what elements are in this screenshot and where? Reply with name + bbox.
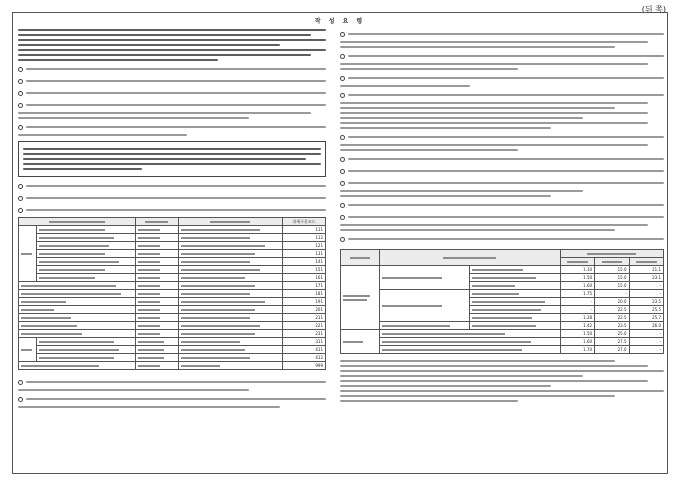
section-4 xyxy=(18,101,326,109)
table-row: - 22.5 25.5 xyxy=(341,306,664,314)
section-2 xyxy=(18,77,326,85)
circled-number xyxy=(340,32,345,37)
section-15 xyxy=(340,133,664,141)
rate-table xyxy=(340,249,664,354)
circled-number xyxy=(340,93,345,98)
section-6 xyxy=(18,182,326,190)
circled-number xyxy=(18,103,23,108)
tax-code-header: 과세구분코드 xyxy=(283,218,326,226)
table-row: 231 xyxy=(19,330,326,338)
circled-number xyxy=(18,184,23,189)
section-17 xyxy=(340,167,664,175)
intro-paragraph xyxy=(18,29,326,61)
circled-number xyxy=(18,79,23,84)
continuation-label: (뒤 쪽) xyxy=(641,5,666,14)
circled-number xyxy=(340,135,345,140)
table-row: 1.60 27.5 - xyxy=(341,338,664,346)
section-7 xyxy=(18,194,326,202)
table-row: 1.42 23.5 26.0 xyxy=(341,322,664,330)
table-row: 411 xyxy=(19,346,326,354)
section-10 xyxy=(18,395,326,403)
section-11 xyxy=(340,30,664,38)
table-row: 191 xyxy=(19,298,326,306)
table-row: 171 xyxy=(19,282,326,290)
notice-box xyxy=(18,141,326,177)
circled-number xyxy=(340,169,345,174)
circled-number xyxy=(340,54,345,59)
circled-number xyxy=(18,397,23,402)
section-20 xyxy=(340,213,664,221)
table-row: 121 xyxy=(19,242,326,250)
table-row: 201 xyxy=(19,306,326,314)
circled-number xyxy=(18,125,23,130)
section-5 xyxy=(18,123,326,131)
circled-number xyxy=(340,203,345,208)
left-column xyxy=(18,26,326,411)
table-row: 1.10 15.0 21.1 xyxy=(341,266,664,274)
circled-number xyxy=(340,237,345,242)
table-row: 999 xyxy=(19,362,326,370)
circled-number xyxy=(340,157,345,162)
table-row: 1.75 - - xyxy=(341,290,664,298)
circled-number xyxy=(340,181,345,186)
table-row: 112 xyxy=(19,234,326,242)
table-row: - 20.0 23.5 xyxy=(341,298,664,306)
table-row: 131 xyxy=(19,250,326,258)
right-column xyxy=(340,26,664,405)
circled-number xyxy=(18,380,23,385)
table-row: 151 xyxy=(19,266,326,274)
section-19 xyxy=(340,201,664,209)
section-21 xyxy=(340,235,664,243)
tax-code-table xyxy=(18,217,326,370)
table-row: 161 xyxy=(19,274,326,282)
table-row: 111 xyxy=(19,226,326,234)
circled-number xyxy=(18,67,23,72)
table-row: 141 xyxy=(19,258,326,266)
table-row: 1.50 25.0 - xyxy=(341,330,664,338)
table-header-row xyxy=(19,218,326,226)
circled-number xyxy=(18,91,23,96)
circled-number xyxy=(18,208,23,213)
section-8 xyxy=(18,206,326,214)
circled-number xyxy=(340,215,345,220)
circled-number xyxy=(340,76,345,81)
section-12 xyxy=(340,52,664,60)
table-row: 1.50 15.0 23.1 xyxy=(341,274,664,282)
table-row: 412 xyxy=(19,354,326,362)
table-row: 311 xyxy=(19,338,326,346)
section-18 xyxy=(340,179,664,187)
table-row: 211 xyxy=(19,314,326,322)
section-14 xyxy=(340,91,664,99)
section-9 xyxy=(18,378,326,386)
table-row: 1.60 15.0 - xyxy=(341,282,664,290)
section-16 xyxy=(340,155,664,163)
section-3 xyxy=(18,89,326,97)
table-row: 181 xyxy=(19,290,326,298)
section-13 xyxy=(340,74,664,82)
circled-number xyxy=(18,196,23,201)
section-1 xyxy=(18,65,326,73)
table-header-row xyxy=(341,250,664,258)
table-row: 221 xyxy=(19,322,326,330)
page-title: 작 성 요 령 xyxy=(314,18,366,25)
table-row: 1.28 22.5 25.7 xyxy=(341,314,664,322)
table-row: 1.70 27.0 - xyxy=(341,346,664,354)
